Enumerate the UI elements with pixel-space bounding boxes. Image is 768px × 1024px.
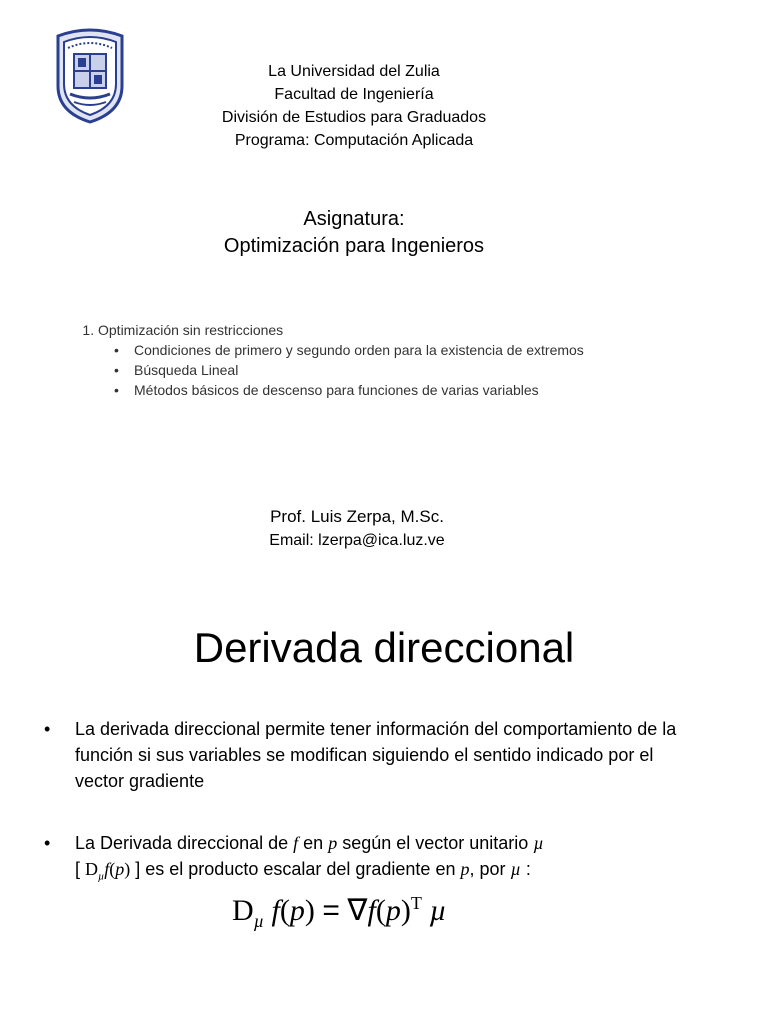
subject-block bbox=[150, 206, 558, 260]
university-seal-logo bbox=[52, 28, 128, 124]
bullet-text: La derivada direccional permite tener información del comportamiento de la función si sus variables se modifican siguiendo el sentido indicado por el vector gradiente bbox=[75, 719, 677, 791]
topics-list bbox=[58, 320, 768, 400]
topic-item-label: Optimización sin restricciones bbox=[98, 322, 284, 338]
professor-block bbox=[200, 505, 514, 553]
topic-subitem: • Búsqueda Lineal bbox=[134, 360, 768, 380]
header-line-faculty: Facultad de Ingeniería bbox=[274, 86, 434, 103]
topic-subitem: • Métodos básicos de descenso para funciones de varias variables bbox=[134, 380, 768, 400]
header-line-university: La Universidad del Zulia bbox=[268, 63, 440, 80]
university-header bbox=[180, 60, 528, 152]
header-line-division: División de Estudios para Graduados bbox=[221, 109, 487, 126]
subject-label: Asignatura: bbox=[303, 208, 405, 230]
topic-subitem: • Condiciones de primero y segundo orden para la existencia de extremos bbox=[134, 340, 768, 360]
bullet-text: La Derivada direccional de f en p según el vector unitario µ [ $D_\mu f(p)$ ] es el producto escalar del gradiente en p, por µ : bbox=[75, 833, 544, 883]
topic-subitems bbox=[98, 340, 768, 400]
bullet-dot-icon: • bbox=[44, 719, 51, 739]
topic-item bbox=[98, 320, 768, 400]
directional-derivative-formula: $D_\mu$ $f(p) = \nabla f(p)^T$ µ bbox=[232, 893, 447, 931]
header-line-program: Programa: Computación Aplicada bbox=[234, 132, 474, 149]
bullet-item bbox=[44, 830, 704, 890]
professor-name: Prof. Luis Zerpa, M.Sc. bbox=[270, 507, 444, 526]
bullet-item bbox=[44, 716, 704, 794]
professor-email: Email: lzerpa@ica.luz.ve bbox=[269, 532, 445, 549]
slide-title: Derivada direccional bbox=[193, 624, 575, 671]
subject-name: Optimización para Ingenieros bbox=[223, 235, 485, 257]
bullet-dot-icon: • bbox=[44, 833, 51, 853]
